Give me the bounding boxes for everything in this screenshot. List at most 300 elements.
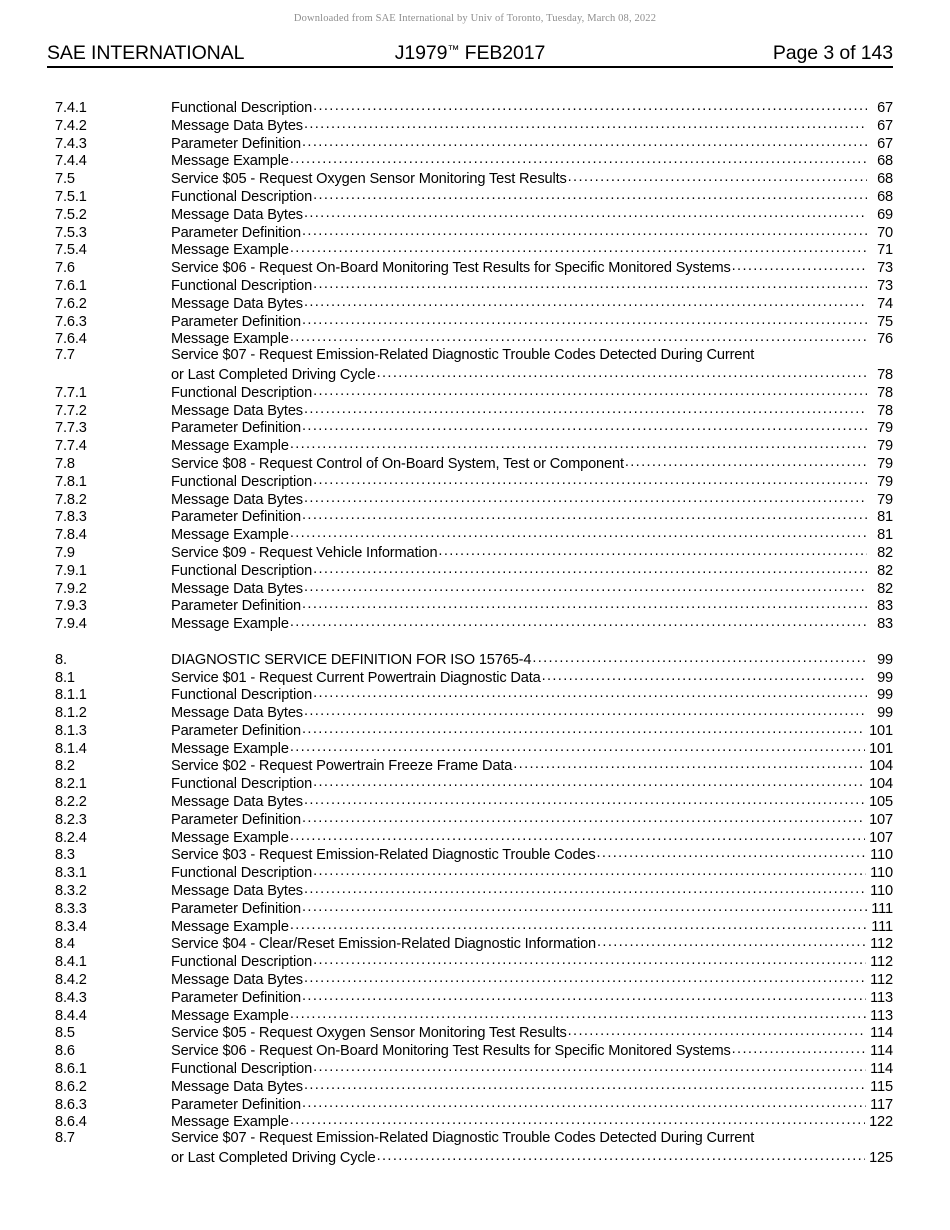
toc-entry[interactable] [0,614,950,632]
toc-dot-leader [313,383,867,397]
toc-entry-title: Service $07 - Request Emission-Related Diagnostic Trouble Codes Detected During Current [171,347,755,364]
toc-page-number: 82 [877,580,893,597]
toc-section-number: 7.7 [55,347,75,364]
toc-page-number: 112 [870,954,893,971]
toc-entry-title: Message Data Bytes [171,794,303,811]
toc-entry-title: Service $02 - Request Powertrain Freeze Frame Data [171,758,513,775]
toc-entry[interactable] [0,1059,950,1077]
toc-entry[interactable] [0,258,950,276]
toc-entry[interactable] [0,169,950,187]
toc-dot-leader [302,721,865,735]
toc-section-number: 7.8.3 [55,509,87,526]
toc-section-number: 8.6.2 [55,1078,87,1095]
toc-entry[interactable] [0,1148,950,1166]
toc-dot-leader [290,436,867,450]
toc-entry[interactable] [0,579,950,597]
toc-section-number: 7.6.2 [55,295,87,312]
toc-dot-leader [302,312,867,326]
toc-dot-leader [290,151,867,165]
toc-section-number: 7.5.4 [55,242,87,259]
toc-entry-title: Message Example [171,1007,289,1024]
toc-entry-title: Service $05 - Request Oxygen Sensor Monitoring Test Results [171,171,567,188]
toc-page-number: 113 [870,1007,893,1024]
toc-section-number: 8.3.4 [55,918,87,935]
toc-dot-leader [625,454,867,468]
toc-page-number: 104 [869,758,893,775]
toc-entry-title: Message Example [171,331,289,348]
toc-section-number: 7.7.1 [55,384,87,401]
toc-entry-title: Parameter Definition [171,989,302,1006]
toc-entry-title: Parameter Definition [171,598,302,615]
toc-dot-leader [313,685,867,699]
toc-dot-leader [732,258,867,272]
toc-entry-title: Service $06 - Request On-Board Monitoring Test Results for Specific Monitored Systems [171,1043,731,1060]
toc-entry-title: Message Example [171,438,289,455]
toc-section-number: 7.6.1 [55,277,87,294]
toc-dot-leader [304,294,867,308]
toc-dot-leader [304,490,867,504]
toc-page-number: 78 [877,366,893,383]
toc-entry-title: Message Example [171,616,289,633]
toc-entry-title: Parameter Definition [171,1096,302,1113]
toc-section-number: 7.5 [55,171,75,188]
toc-dot-leader [513,756,865,770]
toc-section-number: 7.7.4 [55,438,87,455]
toc-section-number: 7.5.2 [55,206,87,223]
toc-entry-title: Parameter Definition [171,224,302,241]
toc-page-number: 110 [870,847,893,864]
toc-page-number: 114 [870,1061,893,1078]
toc-entry[interactable] [0,205,950,223]
toc-dot-leader [290,525,867,539]
toc-entry-title: Service $01 - Request Current Powertrain Diagnostic Data [171,669,541,686]
toc-section-number: 7.4.3 [55,135,87,152]
toc-entry[interactable] [0,383,950,401]
header-doc-date: FEB2017 [459,42,546,64]
toc-entry[interactable] [0,418,950,436]
toc-page-number: 112 [870,972,893,989]
toc-dot-leader [597,934,866,948]
toc-entry[interactable] [0,828,950,846]
toc-entry[interactable] [0,1095,950,1113]
toc-entry-title: Parameter Definition [171,135,302,152]
toc-dot-leader [290,240,867,254]
toc-entry-title: Parameter Definition [171,420,302,437]
toc-section-number: 8.1.1 [55,687,87,704]
toc-page-number: 111 [871,918,893,935]
toc-entry-title: Functional Description [171,277,313,294]
toc-entry-title: Functional Description [171,865,313,882]
toc-entry-title: Message Example [171,918,289,935]
toc-entry[interactable] [0,151,950,169]
toc-entry-title: Parameter Definition [171,509,302,526]
toc-section-number: 8.5 [55,1025,75,1042]
toc-page-number: 70 [877,224,893,241]
toc-section-number: 7.8.2 [55,491,87,508]
toc-dot-leader [304,970,866,984]
toc-entry[interactable] [0,881,950,899]
toc-entry-title: Message Data Bytes [171,1078,303,1095]
toc-section-number: 8.2.3 [55,811,87,828]
toc-page-number: 67 [877,117,893,134]
toc-section-number: 7.6.3 [55,313,87,330]
toc-entry[interactable] [0,810,950,828]
toc-entry-title: Service $04 - Clear/Reset Emission-Related Diagnostic Information [171,936,597,953]
toc-dot-leader [542,668,867,682]
toc-entry-title: Message Data Bytes [171,295,303,312]
toc-entry[interactable] [0,240,950,258]
toc-section-number: 8.1.2 [55,705,87,722]
toc-entry-title: Message Data Bytes [171,883,303,900]
toc-entry[interactable] [0,899,950,917]
toc-dot-leader [438,543,867,557]
page-header [47,42,893,68]
toc-entry[interactable] [0,436,950,454]
toc-page-number: 104 [869,776,893,793]
toc-entry[interactable] [0,1041,950,1059]
toc-section-number: 8.1.3 [55,722,87,739]
toc-page-number: 114 [870,1043,893,1060]
toc-page-number: 68 [877,153,893,170]
toc-section-number: 8.6.3 [55,1096,87,1113]
toc-dot-leader [313,774,865,788]
toc-dot-leader [313,98,867,112]
toc-page-number: 99 [877,705,893,722]
toc-page-number: 79 [877,473,893,490]
toc-entry-title: Message Example [171,153,289,170]
toc-entry-title: Service $05 - Request Oxygen Sensor Monitoring Test Results [171,1025,567,1042]
toc-dot-leader [290,614,867,628]
toc-entry[interactable] [0,685,950,703]
toc-entry[interactable] [0,863,950,881]
toc-page-number: 74 [877,295,893,312]
header-page-number: Page 3 of 143 [772,42,893,64]
toc-page-number: 79 [877,438,893,455]
toc-dot-leader [290,1112,865,1126]
toc-section-number: 7.5.3 [55,224,87,241]
header-document-title [47,42,893,65]
toc-section-number: 8.2 [55,758,75,775]
toc-section-number: 7.6.4 [55,331,87,348]
toc-entry[interactable] [0,988,950,1006]
toc-section-number: 8.4.4 [55,1007,87,1024]
toc-entry[interactable] [0,347,950,365]
toc-section-number: 7.9.1 [55,562,87,579]
toc-section-number: 7.6 [55,260,75,277]
toc-section-number: 8.3.2 [55,883,87,900]
toc-page-number: 99 [877,687,893,704]
toc-dot-leader [304,116,867,130]
toc-dot-leader [302,418,867,432]
toc-entry[interactable] [0,490,950,508]
toc-page-number: 125 [869,1150,893,1167]
toc-page-number: 81 [877,509,893,526]
toc-entry[interactable] [0,329,950,347]
toc-entry-title: Service $09 - Request Vehicle Information [171,544,438,561]
toc-entry-title: Service $07 - Request Emission-Related Diagnostic Trouble Codes Detected During Current [171,1130,755,1147]
toc-entry[interactable] [0,721,950,739]
toc-entry-title: Message Data Bytes [171,580,303,597]
toc-entry[interactable] [0,134,950,152]
toc-entry-body [171,1130,893,1148]
toc-entry[interactable] [0,116,950,134]
toc-entry[interactable] [0,952,950,970]
toc-page-number: 122 [869,1114,893,1131]
toc-section-number: 8.3 [55,847,75,864]
toc-entry-title: Parameter Definition [171,313,302,330]
toc-dot-leader [732,1041,867,1055]
toc-page-number: 81 [877,527,893,544]
toc-section-number: 8.4.1 [55,954,87,971]
toc-entry[interactable] [0,1006,950,1024]
toc-page-number: 110 [870,883,893,900]
toc-entry[interactable] [0,98,950,116]
toc-section-number: 7.8.1 [55,473,87,490]
toc-page-number: 111 [871,900,893,917]
toc-entry[interactable] [0,792,950,810]
toc-entry[interactable] [0,774,950,792]
toc-entry[interactable] [0,454,950,472]
toc-dot-leader [302,988,866,1002]
toc-page-number: 68 [877,188,893,205]
toc-page-number: 105 [869,794,893,811]
toc-entry-title: Message Data Bytes [171,491,303,508]
toc-entry[interactable] [0,596,950,614]
toc-entry[interactable] [0,970,950,988]
toc-entry[interactable] [0,739,950,757]
toc-page-number: 99 [877,669,893,686]
toc-entry-title: Parameter Definition [171,900,302,917]
toc-entry-title: Functional Description [171,776,313,793]
toc-section-number: 8.2.2 [55,794,87,811]
toc-page-number: 79 [877,455,893,472]
toc-section-number: 8.7 [55,1130,75,1147]
toc-entry[interactable] [0,187,950,205]
toc-page-number: 110 [870,865,893,882]
toc-entry[interactable] [0,917,950,935]
toc-entry-title: Functional Description [171,562,313,579]
toc-section-number: 7.8 [55,455,75,472]
toc-page-number: 82 [877,562,893,579]
toc-entry-title: Functional Description [171,473,313,490]
toc-dot-leader [597,845,867,859]
toc-dot-leader [568,1023,867,1037]
toc-entry-title: Message Example [171,740,289,757]
toc-entry[interactable] [0,401,950,419]
toc-page-number: 67 [877,135,893,152]
toc-entry-title: Service $03 - Request Emission-Related Diagnostic Trouble Codes [171,847,596,864]
toc-section-number: 7.9.4 [55,616,87,633]
toc-dot-leader [302,507,867,521]
toc-dot-leader [290,828,865,842]
toc-section-number: 7.9 [55,544,75,561]
toc-page-number: 113 [870,989,893,1006]
toc-dot-leader [304,703,867,717]
toc-dot-leader [304,1077,866,1091]
toc-section-number: 7.4.1 [55,100,87,116]
toc-entry-title: Message Example [171,1114,289,1131]
toc-page-number: 83 [877,598,893,615]
toc-section-number: 8.3.3 [55,900,87,917]
toc-dot-leader [302,596,867,610]
toc-page-number: 107 [869,829,893,846]
toc-dot-leader [304,792,865,806]
toc-page-number: 78 [877,402,893,419]
toc-section-number: 7.4.2 [55,117,87,134]
toc-dot-leader [290,739,865,753]
toc-section-number: 8.6.1 [55,1061,87,1078]
toc-section-number: 7.7.2 [55,402,87,419]
toc-entry-title: Message Data Bytes [171,117,303,134]
toc-dot-leader [302,223,867,237]
toc-page-number: 101 [869,722,893,739]
toc-page-number: 117 [870,1096,893,1113]
toc-page-number: 99 [877,651,893,668]
toc-dot-leader [290,1006,866,1020]
toc-page-number: 79 [877,420,893,437]
toc-entry[interactable] [0,525,950,543]
header-doc-number: J1979 [394,42,448,64]
toc-page-number: 112 [870,936,893,953]
toc-page-number: 83 [877,616,893,633]
toc-entry[interactable] [0,365,950,383]
toc-dot-leader [532,650,867,664]
toc-entry-title: Service $08 - Request Control of On-Board System, Test or Component [171,455,624,472]
toc-section-number: 7.7.3 [55,420,87,437]
toc-section-number: 8.6 [55,1043,75,1060]
table-of-contents [0,98,950,1166]
toc-entry-title: or Last Completed Driving Cycle [171,1150,376,1167]
toc-entry[interactable] [0,312,950,330]
toc-entry[interactable] [0,703,950,721]
toc-page-number: 78 [877,384,893,401]
toc-dot-leader [290,917,867,931]
toc-page-number: 101 [869,740,893,757]
toc-entry[interactable] [0,294,950,312]
toc-entry-title: Message Data Bytes [171,705,303,722]
toc-page-number: 79 [877,491,893,508]
download-watermark: Downloaded from SAE International by Univ of Toronto, Tuesday, March 08, 2022 [293,13,657,24]
toc-entry-body [171,347,893,365]
toc-entry-title: Message Data Bytes [171,402,303,419]
toc-page-number: 73 [877,260,893,277]
toc-page-number: 76 [877,331,893,348]
toc-dot-leader [302,1095,866,1109]
toc-entry[interactable] [0,845,950,863]
toc-dot-leader [377,1148,865,1162]
toc-dot-leader [313,863,866,877]
toc-entry-body [171,614,893,634]
toc-dot-leader [568,169,867,183]
toc-dot-leader [313,472,867,486]
toc-page-number: 68 [877,171,893,188]
toc-section-number: 8.3.1 [55,865,87,882]
toc-entry-title: Service $06 - Request On-Board Monitoring Test Results for Specific Monitored Systems [171,260,731,277]
toc-entry-title: Functional Description [171,188,313,205]
toc-page-number: 114 [870,1025,893,1042]
toc-dot-leader [302,899,867,913]
toc-dot-leader [313,952,866,966]
toc-page-number: 71 [877,242,893,259]
toc-entry[interactable] [0,668,950,686]
toc-page-number: 67 [877,100,893,116]
toc-section-number: 8.4.3 [55,989,87,1006]
toc-entry[interactable] [0,756,950,774]
toc-entry-title: Message Data Bytes [171,972,303,989]
toc-entry-body [171,1148,893,1168]
toc-entry-title: Message Example [171,527,289,544]
toc-section-number: 8. [55,651,67,668]
toc-entry-title: or Last Completed Driving Cycle [171,366,376,383]
toc-entry[interactable] [0,934,950,952]
toc-section-number: 7.8.4 [55,527,87,544]
toc-entry-title: Functional Description [171,1061,313,1078]
toc-page-number: 73 [877,277,893,294]
toc-entry[interactable] [0,1023,950,1041]
header-organization: SAE INTERNATIONAL [47,42,245,64]
toc-page-number: 107 [869,811,893,828]
toc-section-number: 8.2.1 [55,776,87,793]
toc-page-number: 115 [870,1078,893,1095]
toc-section-number: 7.9.3 [55,598,87,615]
toc-entry-title: Message Example [171,242,289,259]
toc-entry[interactable] [0,650,950,668]
toc-entry[interactable] [0,543,950,561]
toc-entry-title: Message Example [171,829,289,846]
toc-section-number: 8.2.4 [55,829,87,846]
toc-entry[interactable] [0,561,950,579]
toc-section-number: 8.1 [55,669,75,686]
toc-dot-leader [304,401,867,415]
toc-section-number: 8.4.2 [55,972,87,989]
toc-dot-leader [313,276,867,290]
toc-dot-leader [313,1059,866,1073]
toc-page-number: 75 [877,313,893,330]
toc-entry-title: Parameter Definition [171,722,302,739]
toc-entry-title: Parameter Definition [171,811,302,828]
toc-section-number: 7.9.2 [55,580,87,597]
trademark-icon: ™ [447,42,460,57]
toc-dot-leader [313,187,867,201]
toc-entry-title: DIAGNOSTIC SERVICE DEFINITION FOR ISO 15765-4 [171,651,532,668]
toc-entry-title: Functional Description [171,954,313,971]
toc-entry[interactable] [0,1077,950,1095]
toc-dot-leader [304,881,866,895]
toc-dot-leader [304,205,867,219]
toc-entry[interactable] [0,1130,950,1148]
toc-entry[interactable] [0,472,950,490]
toc-section-number: 7.4.4 [55,153,87,170]
toc-entry[interactable] [0,276,950,294]
toc-entry[interactable] [0,507,950,525]
toc-dot-leader [302,810,865,824]
toc-dot-leader [377,365,867,379]
toc-dot-leader [304,579,867,593]
toc-entry-title: Message Data Bytes [171,206,303,223]
toc-section-number: 8.4 [55,936,75,953]
toc-dot-leader [290,329,867,343]
toc-page-number: 82 [877,544,893,561]
toc-dot-leader [302,134,867,148]
toc-entry-title: Functional Description [171,687,313,704]
toc-entry-title: Functional Description [171,100,313,116]
toc-entry[interactable] [0,223,950,241]
toc-spacer [0,632,950,650]
toc-section-number: 8.6.4 [55,1114,87,1131]
toc-dot-leader [313,561,867,575]
toc-section-number: 8.1.4 [55,740,87,757]
toc-entry[interactable] [0,1112,950,1130]
